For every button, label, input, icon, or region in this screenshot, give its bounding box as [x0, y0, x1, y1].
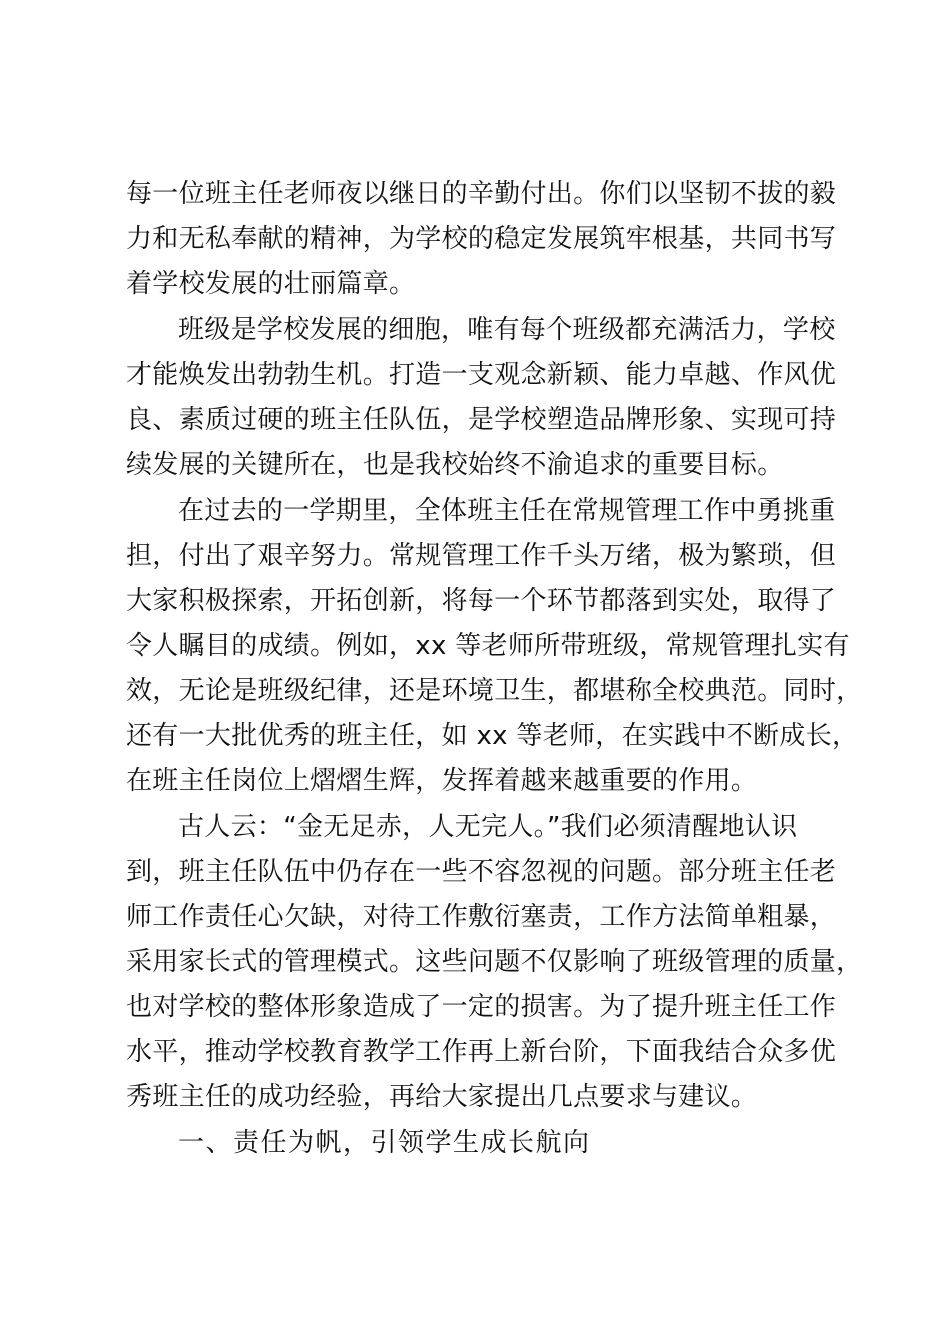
paragraph-1-line-1: 每一位班主任老师夜以继日的辛勤付出。你们以坚韧不拔的毅 — [126, 179, 837, 209]
paragraph-4-line-3: 师工作责任心欠缺，对待工作敷衍塞责，工作方法简单粗暴， — [126, 902, 837, 932]
paragraph-2-line-3: 良、素质过硬的班主任队伍，是学校塑造品牌形象、实现可持 — [126, 405, 837, 435]
paragraph-3-line-4: 令人瞩目的成绩。例如，xx 等老师所带班级，常规管理扎实有 — [126, 631, 850, 661]
paragraph-2-line-2: 才能焕发出勃勃生机。打造一支观念新颖、能力卓越、作风优 — [126, 360, 837, 390]
paragraph-1-line-2: 力和无私奉献的精神，为学校的稳定发展筑牢根基，共同书写 — [126, 224, 837, 254]
paragraph-3-line-6: 还有一大批优秀的班主任，如 xx 等老师，在实践中不断成长， — [126, 721, 859, 751]
paragraph-2-line-4: 续发展的关键所在，也是我校始终不渝追求的重要目标。 — [126, 450, 784, 480]
paragraph-4-line-6: 水平，推动学校教育教学工作再上新台阶，下面我结合众多优 — [126, 1037, 837, 1067]
paragraph-3-line-7: 在班主任岗位上熠熠生辉，发挥着越来越重要的作用。 — [126, 766, 758, 796]
paragraph-1-line-3: 着学校发展的壮丽篇章。 — [126, 269, 416, 299]
paragraph-3-line-3: 大家积极探索，开拓创新，将每一个环节都落到实处，取得了 — [126, 586, 837, 616]
paragraph-3-line-5: 效，无论是班级纪律，还是环境卫生，都堪称全校典范。同时， — [126, 676, 863, 706]
paragraph-3-line-2: 担，付出了艰辛努力。常规管理工作千头万绪，极为繁琐，但 — [126, 541, 837, 571]
paragraph-4-line-2: 到，班主任队伍中仍存在一些不容忽视的问题。部分班主任老 — [126, 857, 837, 887]
paragraph-3-line-1: 在过去的一学期里，全体班主任在常规管理工作中勇挑重 — [178, 496, 836, 526]
paragraph-4-line-7: 秀班主任的成功经验，再给大家提出几点要求与建议。 — [126, 1082, 758, 1112]
section-heading: 一、责任为帆，引领学生成长航向 — [178, 1128, 591, 1158]
paragraph-2-line-1: 班级是学校发展的细胞，唯有每个班级都充满活力，学校 — [178, 315, 836, 345]
paragraph-4-line-4: 采用家长式的管理模式。这些问题不仅影响了班级管理的质量， — [126, 947, 863, 977]
paragraph-4-line-5: 也对学校的整体形象造成了一定的损害。为了提升班主任工作 — [126, 992, 837, 1022]
paragraph-4-line-1: 古人云：“金无足赤，人无完人。”我们必须清醒地认识 — [178, 812, 798, 842]
